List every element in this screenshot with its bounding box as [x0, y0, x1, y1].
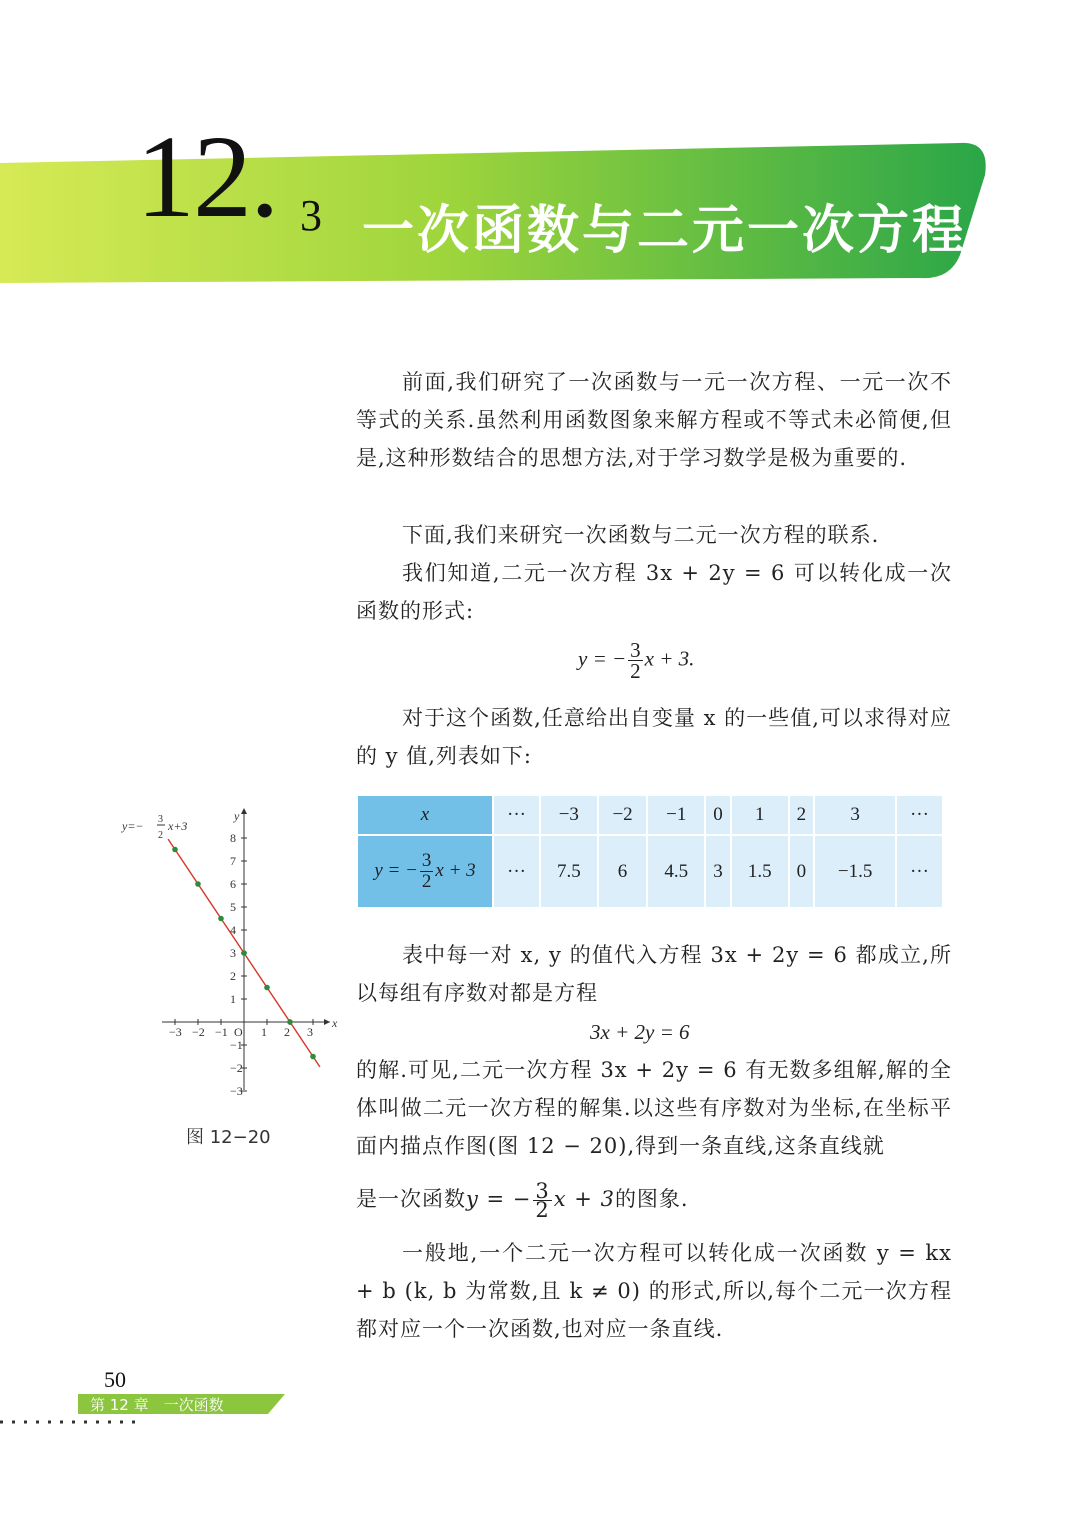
table-header-y: y = − $\frac{3}{2}$ x + 3 [357, 835, 493, 908]
chapter-number: 12. [136, 111, 278, 242]
table-header-x: x [357, 795, 493, 835]
x-tick-label: 2 [284, 1025, 290, 1039]
section-title: 一次函数与二元一次方程 [362, 201, 968, 261]
figure-caption: 图 12−20 [186, 1127, 271, 1148]
paragraph-each-pair: 表中每一对 x, y 的值代入方程 3x + 2y = 6 都成立,所以每组有序数对都是方程 [356, 943, 952, 1005]
formula-linear-function [578, 640, 694, 681]
data-point [310, 1054, 316, 1060]
table-row [357, 795, 943, 835]
footer-chapter-label: 第 12 章 一次函数 [90, 1396, 224, 1414]
table-cell: ··· [896, 835, 943, 908]
table-cell: −1.5 [814, 835, 896, 908]
y-tick-label: 4 [230, 923, 236, 937]
y-tick-label: 7 [230, 854, 236, 868]
line-label-den: 2 [158, 830, 163, 841]
table-cell: 1.5 [731, 835, 789, 908]
paragraph-known: 我们知道,二元一次方程 3x + 2y = 6 可以转化成一次函数的形式: [356, 561, 952, 623]
y-tick-label: 6 [230, 877, 236, 891]
values-table [356, 794, 944, 909]
y-tick-label: 2 [230, 969, 236, 983]
x-axis-arrow [324, 1019, 330, 1025]
y-tick-label: −1 [230, 1038, 243, 1052]
table-cell: 7.5 [540, 835, 598, 908]
line-label-rhs: x+3 [168, 819, 188, 833]
table-cell: ··· [493, 835, 540, 908]
paragraph-next: 下面,我们来研究一次函数与二元一次方程的联系. [402, 523, 880, 547]
formula-fraction: $\frac{3}{2}$ [630, 638, 641, 683]
table-cell: 3 [705, 835, 731, 908]
x-tick-label: −1 [215, 1025, 228, 1039]
data-point [172, 847, 178, 853]
paragraph-general: 一般地,一个二元一次方程可以转化成一次函数 y = kx + b (k, b 为常数,且 k ≠ 0) 的形式,所以,每个二元一次方程都对应一个一次函数,也对应一条直线. [356, 1241, 952, 1341]
origin-label: O [234, 1025, 243, 1039]
data-point [287, 1019, 293, 1025]
paragraph-table-intro: 对于这个函数,任意给出自变量 x 的一些值,可以求得对应的 y 值,列表如下: [356, 706, 952, 768]
y-tick-label: 1 [230, 992, 236, 1006]
page-number: 50 [104, 1367, 126, 1392]
table-row [357, 835, 943, 908]
function-graph [118, 800, 348, 1098]
y-tick-label: 3 [230, 946, 236, 960]
formula-lhs: y = − [578, 646, 627, 671]
paragraph-intro: 前面,我们研究了一次函数与一元一次方程、一元一次不等式的关系.虽然利用函数图象来解方程或不等式未必简便,但是,这种形数结合的思想方法,对于学习数学是极为重要的. [356, 370, 952, 470]
x-tick-label: 3 [307, 1025, 313, 1039]
y-tick-label: −3 [230, 1084, 243, 1098]
paragraph-solutions: 的解.可见,二元一次方程 3x + 2y = 6 有无数多组解,解的全体叫做二元一次方程的解集.以这些有序数对为坐标,在坐标平面内描点作图(图 12 − 20),得到一条直线,这条直线就 [356, 1058, 952, 1158]
formula-equation: 3x + 2y = 6 [590, 1020, 690, 1044]
table-cell: ··· [896, 795, 943, 835]
x-tick-label: −3 [169, 1025, 182, 1039]
table-cell: 1 [731, 795, 789, 835]
x-axis-label: x [332, 1016, 338, 1030]
y-axis-label: y [234, 809, 240, 823]
x-tick-label: 1 [261, 1025, 267, 1039]
section-number: 3 [300, 191, 322, 240]
line-label-num: 3 [158, 814, 163, 825]
table-cell: ··· [493, 795, 540, 835]
table-cell: 6 [598, 835, 648, 908]
data-point [218, 916, 224, 922]
data-point [241, 950, 247, 956]
line-label-lhs: y=− [122, 819, 144, 833]
table-cell: −2 [598, 795, 648, 835]
formula-rhs: x + 3. [644, 646, 695, 671]
data-point [195, 881, 201, 887]
table-cell: −1 [647, 795, 705, 835]
x-tick-label: −2 [192, 1025, 205, 1039]
table-cell: 0 [789, 835, 815, 908]
y-tick-label: 8 [230, 831, 236, 845]
table-cell: 0 [705, 795, 731, 835]
table-cell: 3 [814, 795, 896, 835]
table-cell: −3 [540, 795, 598, 835]
table-cell: 4.5 [647, 835, 705, 908]
data-point [264, 985, 270, 991]
paragraph-graph-statement: 是一次函数y = − $\frac{3}{2}$ x + 3的图象. [356, 1179, 689, 1222]
table-cell: 2 [789, 795, 815, 835]
y-axis-arrow [241, 808, 247, 814]
y-tick-label: 5 [230, 900, 236, 914]
y-tick-label: −2 [230, 1061, 243, 1075]
